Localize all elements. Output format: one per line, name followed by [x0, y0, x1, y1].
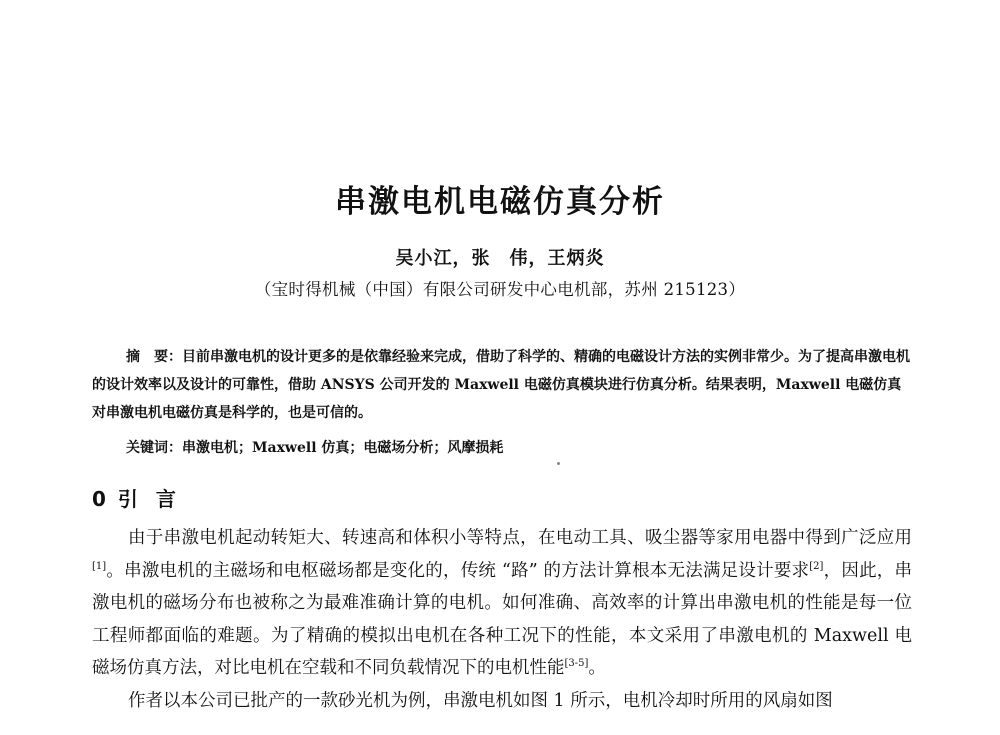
citation-ref1: [1] [92, 560, 107, 572]
paragraph [92, 522, 912, 685]
abstract-text: 目前串激电机的设计更多的是依靠经验来完成，借助了科学的、精确的电磁设计方法的实例非常少。为了提高串激电机的设计效率以及设计的可靠性，借助 ANSYS 公司开发的 Maxwell 电磁仿真模块进行仿真分析。结果表明，Maxwell 电磁仿真对串激电机电磁仿真是科学的，也是可信的。 [92, 349, 910, 421]
keywords-text: 串激电机；Maxwell 仿真；电磁场分析；风摩损耗 [182, 440, 504, 456]
paragraph1-seg1: 由于串激电机起动转矩大、转速高和体积小等特点，在电动工具、吸尘器等家用电器中得到广泛应用 [128, 528, 912, 548]
section-heading-introduction [92, 483, 176, 512]
paragraph1-seg3: ，因此，串激电机的磁场分布也被称之为最难准确计算的电机。如何准确、高效率的计算出串激电机的性能是每一位工程师都面临的难题。为了精确的模拟出电机在各种工况下的性能，本文采用了串激电机的 Maxwell 电磁场仿真方法，对比电机在空载和不同负载情况下的电机性能 [92, 560, 913, 678]
author-affiliation: （宝时得机械（中国）有限公司研发中心电机部，苏州 215123） [254, 280, 746, 299]
scan-speck [557, 462, 560, 465]
abstract-label-first: 摘 [126, 349, 140, 365]
citation-ref2: [2] [809, 560, 824, 572]
abstract-block [92, 343, 912, 427]
citation-ref3: [3-5] [564, 658, 589, 670]
paragraph1-seg4: 。 [588, 658, 606, 678]
paragraph1-seg2: 。串激电机的主磁场和电枢磁场都是变化的，传统 “路” 的方法计算根本无法满足设计要求 [106, 560, 810, 581]
author-list: 吴小江，张 伟，王炳炎 [395, 248, 605, 269]
paper-title: 串激电机电磁仿真分析 [335, 184, 665, 220]
paragraph: 作者以本公司已批产的一款砂光机为例，串激电机如图 1 所示，电机冷却时所用的风扇如图 [128, 690, 833, 711]
keywords-label: 关键词： [126, 440, 182, 456]
body-text [92, 522, 912, 717]
section-number: 0 [92, 487, 106, 511]
abstract-label [126, 349, 182, 365]
abstract-label-second: 要： [154, 349, 182, 365]
section-title-second: 言 [155, 487, 176, 511]
section-title-first: 引 [117, 487, 138, 511]
keywords-block [126, 437, 912, 457]
